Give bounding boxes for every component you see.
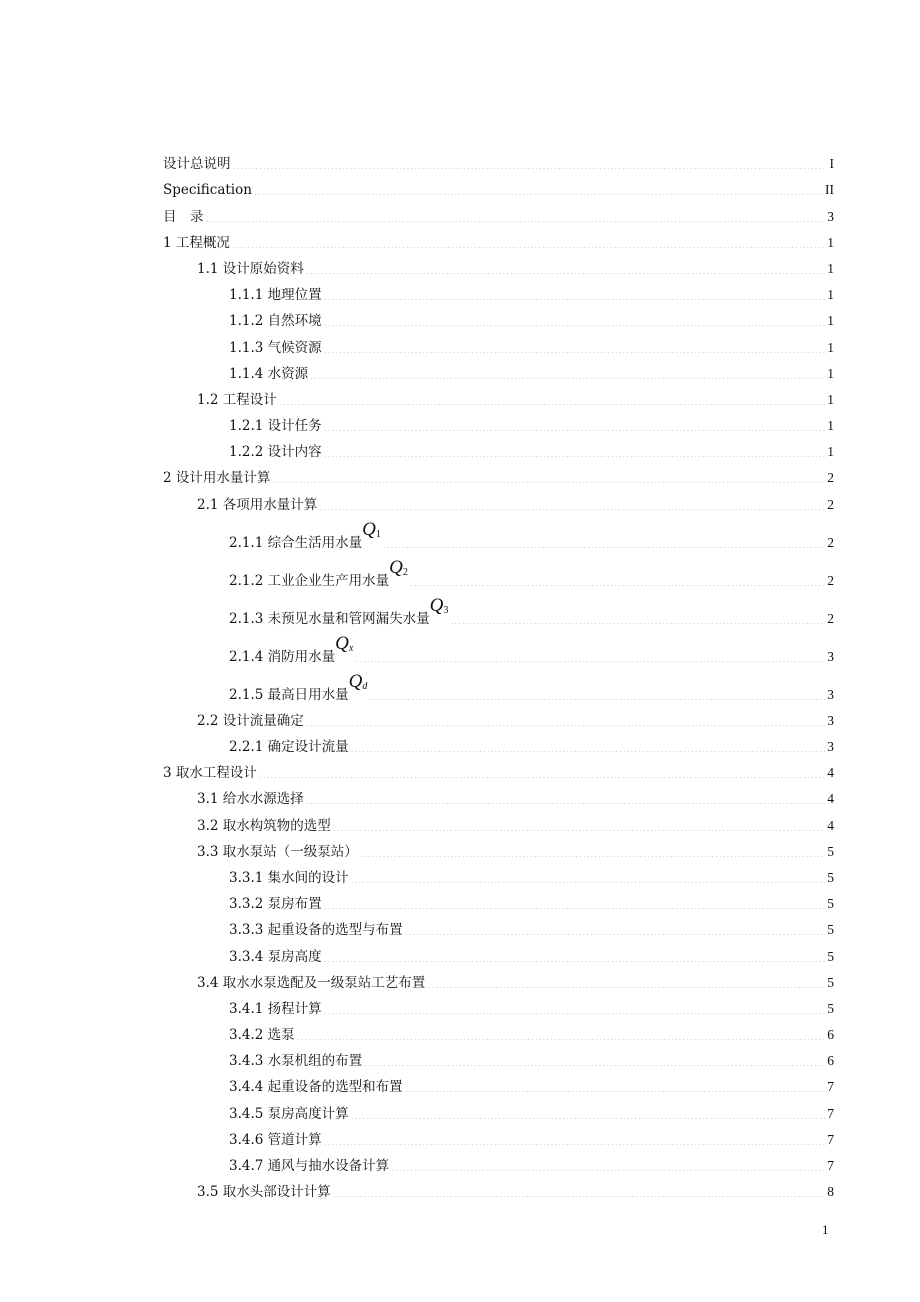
toc-entry-page: 7 (827, 1131, 834, 1147)
dot-leader (324, 343, 825, 353)
toc-entry-page: 3 (827, 208, 834, 224)
math-symbol-letter: Q (335, 632, 349, 654)
toc-entry-title: 2.1.3 未预见水量和管网漏失水量 (229, 610, 430, 627)
dot-leader (391, 1161, 825, 1171)
toc-entry[interactable] (163, 627, 834, 665)
toc-entry-page: 3 (827, 739, 834, 754)
toc-entry-page: 8 (827, 1184, 834, 1200)
toc-entry[interactable] (163, 781, 834, 807)
toc-entry-page: 1 (827, 234, 834, 250)
toc-entry[interactable] (163, 198, 834, 224)
toc-entry-page: 1 (827, 260, 834, 276)
dot-leader (306, 716, 825, 726)
dot-leader (324, 899, 825, 909)
toc-entry-page: 7 (827, 1158, 834, 1173)
toc-entry[interactable] (163, 1095, 834, 1121)
dot-leader (279, 395, 825, 405)
toc-entry[interactable] (163, 1069, 834, 1095)
page-number: 1 (822, 1222, 829, 1237)
toc-entry-page: 2 (827, 610, 834, 626)
toc-entry-page: 2 (827, 572, 834, 588)
dot-leader (319, 500, 825, 510)
toc-entry-title: 3.4.4 起重设备的选型和布置 (229, 1079, 403, 1096)
math-symbol (430, 595, 449, 617)
toc-entry[interactable] (163, 886, 834, 912)
math-symbol-subscript: d (362, 680, 368, 692)
toc-entry-title: 3.3.1 集水间的设计 (229, 869, 349, 886)
dot-leader (450, 614, 825, 624)
dot-leader (306, 794, 825, 804)
toc-entry-title: 1.2.1 设计任务 (229, 418, 322, 435)
toc-entry-title: 1.1.2 自然环境 (229, 313, 322, 330)
toc-entry[interactable] (163, 434, 834, 460)
toc-entry[interactable] (163, 551, 834, 589)
math-symbol (389, 557, 408, 579)
toc-entry[interactable] (163, 755, 834, 781)
toc-entry[interactable] (163, 1043, 834, 1069)
toc-entry[interactable] (163, 225, 834, 251)
dot-leader (324, 290, 825, 300)
dot-leader (297, 1030, 825, 1040)
toc-entry-title: 3.3 取水泵站（一级泵站） (197, 843, 358, 860)
math-symbol-letter: Q (389, 556, 403, 578)
toc-entry-title: 2.1.1 综合生活用水量 (229, 534, 363, 551)
dot-leader (324, 447, 825, 457)
dot-leader (324, 952, 825, 962)
toc-entry-page: 5 (827, 974, 834, 990)
toc-entry-page: II (825, 182, 834, 198)
toc-entry-title: 3.3.3 起重设备的选型与布置 (229, 922, 403, 939)
toc-entry-title: Specification (163, 182, 252, 199)
dot-leader (324, 316, 825, 326)
toc-entry-title: 3.3.4 泵房高度 (229, 948, 322, 965)
toc-entry-title: 1 工程概况 (163, 234, 230, 251)
toc-entry-page: 6 (827, 1053, 834, 1069)
dot-leader (272, 473, 825, 483)
toc-entry-title: 3.1 给水水源选择 (197, 791, 304, 808)
toc-entry[interactable] (163, 729, 834, 755)
dot-leader (333, 821, 825, 831)
toc-entry[interactable] (163, 356, 834, 382)
table-of-contents (163, 146, 834, 1200)
toc-entry-title: 1.2.2 设计内容 (229, 444, 322, 461)
toc-entry[interactable] (163, 665, 834, 703)
toc-entry[interactable] (163, 1174, 834, 1200)
dot-leader (360, 847, 825, 857)
math-symbol-subscript: 2 (402, 566, 408, 578)
math-symbol-letter: Q (429, 594, 444, 616)
dot-leader (324, 1004, 825, 1014)
math-symbol-letter: Q (362, 518, 376, 540)
toc-entry-page: 3 (827, 648, 834, 664)
dot-leader (405, 925, 825, 935)
dot-leader (364, 1056, 825, 1066)
dot-leader (324, 1135, 825, 1145)
toc-entry[interactable] (163, 460, 834, 486)
toc-entry-page: 1 (827, 313, 834, 329)
dot-leader (306, 264, 825, 274)
dot-leader (351, 873, 825, 883)
toc-entry-page: 2 (827, 470, 834, 486)
toc-entry-title: 3.5 取水头部设计计算 (197, 1184, 331, 1201)
math-symbol-subscript: 1 (375, 528, 381, 540)
toc-entry[interactable] (163, 1122, 834, 1148)
dot-leader (206, 212, 826, 222)
toc-entry-title: 2.2 设计流量确定 (197, 712, 304, 729)
dot-leader (351, 1109, 825, 1119)
toc-entry-page: 3 (827, 712, 834, 728)
toc-entry-title: 2 设计用水量计算 (163, 470, 271, 487)
toc-entry[interactable] (163, 991, 834, 1017)
dot-leader (351, 742, 825, 752)
toc-entry[interactable] (163, 382, 834, 408)
toc-entry-title: 1.2 工程设计 (197, 391, 277, 408)
toc-entry[interactable] (163, 303, 834, 329)
toc-entry-title: 1.1.4 水资源 (229, 365, 309, 382)
toc-entry-page: 4 (827, 817, 834, 833)
toc-entry-title: 3.4.1 扬程计算 (229, 1000, 322, 1017)
toc-entry-page: 5 (827, 1000, 834, 1016)
toc-entry-title: 3.3.2 泵房布置 (229, 896, 322, 913)
toc-entry-title: 2.2.1 确定设计流量 (229, 739, 349, 755)
toc-entry[interactable] (163, 1017, 834, 1043)
dot-leader (333, 1187, 825, 1197)
toc-entry-page: 7 (827, 1079, 834, 1095)
toc-entry[interactable] (163, 513, 834, 551)
toc-entry[interactable] (163, 912, 834, 938)
toc-entry-title: 2.1.2 工业企业生产用水量 (229, 572, 390, 589)
toc-entry-page: 6 (827, 1027, 834, 1043)
toc-entry[interactable] (163, 1148, 834, 1174)
toc-entry-title: 3.4.6 管道计算 (229, 1131, 322, 1148)
toc-entry-page: 2 (827, 534, 834, 550)
toc-entry-page: 2 (827, 496, 834, 512)
dot-leader (405, 1082, 825, 1092)
toc-entry-page: 3 (827, 686, 834, 702)
toc-entry[interactable] (163, 965, 834, 991)
dot-leader (324, 421, 825, 431)
toc-entry-page: 1 (827, 365, 834, 381)
toc-entry[interactable] (163, 251, 834, 277)
toc-entry-title: 1.1 设计原始资料 (197, 260, 304, 277)
toc-entry-page: 5 (827, 869, 834, 885)
toc-entry[interactable] (163, 807, 834, 833)
toc-entry-page: 1 (827, 339, 834, 355)
toc-entry-page: 5 (827, 896, 834, 912)
toc-entry-page: 1 (827, 418, 834, 434)
math-symbol-subscript: x (348, 642, 354, 654)
math-symbol (362, 519, 381, 541)
toc-entry[interactable] (163, 172, 834, 198)
math-symbol (349, 671, 368, 693)
dot-leader (254, 185, 824, 195)
toc-entry-title: 3.4.7 通风与抽水设备计算 (229, 1158, 390, 1174)
toc-entry-title: 设计总说明 (163, 156, 231, 173)
toc-entry-page: 5 (827, 922, 834, 938)
toc-entry-title: 3.4.5 泵房高度计算 (229, 1105, 349, 1122)
toc-entry[interactable] (163, 834, 834, 860)
toc-entry[interactable] (163, 277, 834, 303)
toc-entry-page: 1 (827, 287, 834, 303)
toc-entry[interactable] (163, 329, 834, 355)
toc-entry[interactable] (163, 860, 834, 886)
toc-entry-page: 4 (827, 765, 834, 781)
math-symbol-letter: Q (348, 670, 363, 692)
dot-leader (355, 652, 825, 662)
dot-leader (410, 576, 825, 586)
toc-entry-title: 2.1 各项用水量计算 (197, 496, 318, 513)
toc-entry-title: 2.1.5 最高日用水量 (229, 686, 349, 703)
toc-entry-page: 5 (827, 843, 834, 859)
toc-entry-page: 4 (827, 791, 834, 807)
toc-entry-title: 3 取水工程设计 (163, 765, 257, 782)
toc-entry-page: 1 (827, 391, 834, 407)
math-symbol-subscript: 3 (443, 604, 449, 616)
toc-entry-page: 1 (827, 444, 834, 460)
toc-entry[interactable] (163, 486, 834, 512)
toc-entry-page: 7 (827, 1105, 834, 1121)
toc-entry-title: 目 录 (163, 208, 204, 225)
dot-leader (383, 538, 825, 548)
dot-leader (232, 238, 825, 248)
toc-entry-title: 2.1.4 消防用水量 (229, 648, 336, 665)
toc-entry-title: 1.1.3 气候资源 (229, 339, 322, 356)
toc-entry-page: 5 (827, 948, 834, 964)
toc-entry[interactable] (163, 146, 834, 172)
toc-entry-title: 3.4.3 水泵机组的布置 (229, 1053, 363, 1070)
toc-entry-title: 1.1.1 地理位置 (229, 287, 322, 304)
dot-leader (310, 369, 825, 379)
toc-entry[interactable] (163, 938, 834, 964)
dot-leader (259, 768, 825, 778)
dot-leader (427, 978, 825, 988)
math-symbol (335, 633, 353, 655)
toc-entry[interactable] (163, 703, 834, 729)
toc-entry-title: 3.4.2 选泵 (229, 1027, 295, 1044)
toc-entry-title: 3.4 取水水泵选配及一级泵站工艺布置 (197, 974, 426, 991)
toc-entry[interactable] (163, 408, 834, 434)
dot-leader (369, 690, 825, 700)
toc-entry-page: I (829, 156, 834, 172)
toc-entry[interactable] (163, 589, 834, 627)
dot-leader (233, 159, 826, 169)
toc-entry-title: 3.2 取水构筑物的选型 (197, 817, 331, 834)
